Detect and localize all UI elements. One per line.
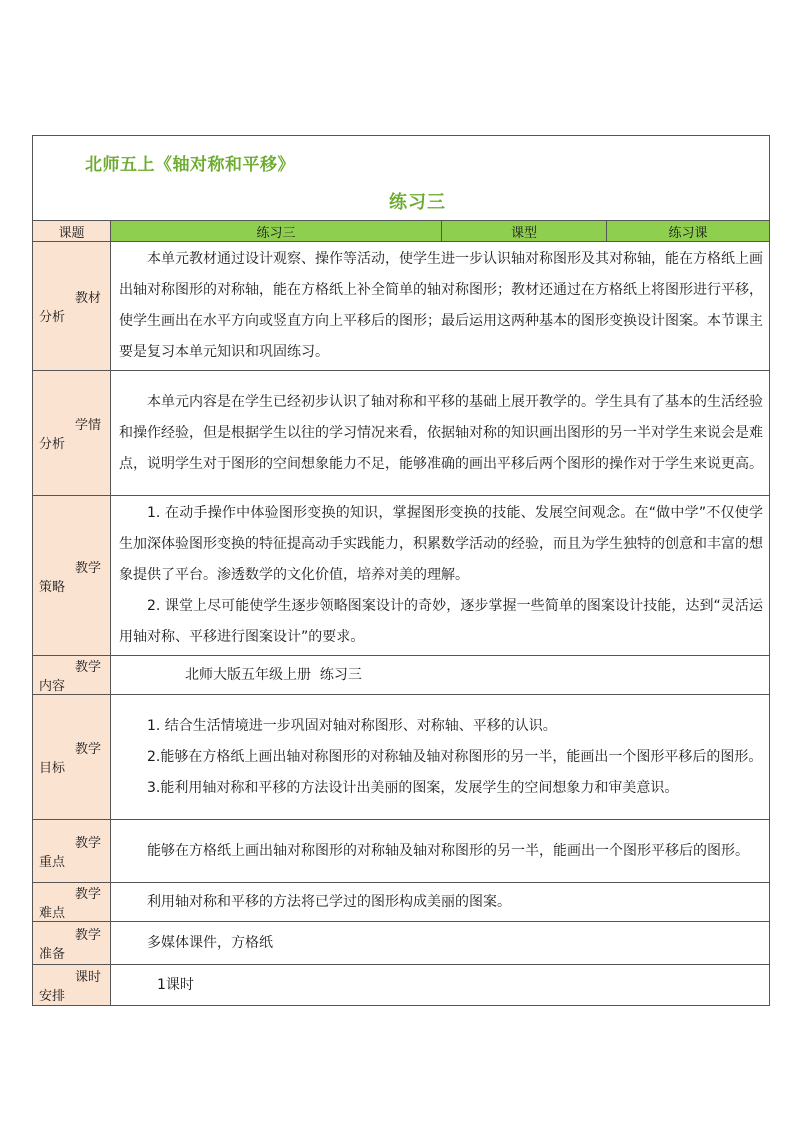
schedule-row: [33, 965, 770, 1006]
lesson-plan-sheet: [32, 135, 769, 1006]
goals-label: 教学 目标: [33, 695, 111, 820]
strategy-row: [33, 496, 770, 656]
students-label: 学情 分析: [33, 371, 111, 496]
students-row: [33, 371, 770, 496]
textbook-row: [33, 242, 770, 371]
lesson-plan-table: [32, 135, 770, 1006]
students-content: 本单元内容是在学生已经初步认识了轴对称和平移的基础上展开教学的。学生具有了基本的生活经验和操作经验，但是根据学生以往的学习情况来看，依据轴对称的知识画出图形的另一半对学生来说会是难点，说明学生对于图形的空间想象能力不足，能够准确的画出平移后两个图形的操作对于学生来说更高。: [111, 371, 770, 496]
difficulty-content: 利用轴对称和平移的方法将已学过的图形构成美丽的图案。: [111, 883, 770, 922]
difficulty-label: 教学 难点: [33, 883, 111, 922]
difficulty-row: [33, 883, 770, 922]
content-row: [33, 656, 770, 695]
prep-row: [33, 922, 770, 965]
keypoints-content: 能够在方格纸上画出轴对称图形的对称轴及轴对称图形的另一半，能画出一个图形平移后的图形。: [111, 820, 770, 883]
topic-value: 练习三: [111, 221, 442, 242]
content-label: 教学 内容: [33, 656, 111, 695]
textbook-label: 教材 分析: [33, 242, 111, 371]
header-row: [33, 136, 770, 221]
keypoints-row: [33, 820, 770, 883]
keypoints-label: 教学 重点: [33, 820, 111, 883]
strategy-label: 教学 策略: [33, 496, 111, 656]
strategy-content: 1. 在动手操作中体验图形变换的知识，掌握图形变换的技能、发展空间观念。在“做中学”不仅使学生加深体验图形变换的特征提高动手实践能力，积累数学活动的经验，而且为学生独特的创意和丰富的想象提供了平台。渗透数学的文化价值，培养对美的理解。 2. 课堂上尽可能使学生逐步领略图案设计的奇妙，逐步掌握一些简单的图案设计技能，达到“灵活运用轴对称、平移进行图案设计”的要求。: [111, 496, 770, 656]
type-label: 课型: [442, 221, 607, 242]
prep-content: 多媒体课件，方格纸: [111, 922, 770, 965]
schedule-label: 课时 安排: [33, 965, 111, 1006]
goals-row: [33, 695, 770, 820]
topic-row: [33, 221, 770, 242]
type-value: 练习课: [607, 221, 770, 242]
document-title: 北师五上《轴对称和平移》: [85, 155, 295, 175]
prep-label: 教学 准备: [33, 922, 111, 965]
textbook-content: 本单元教材通过设计观察、操作等活动，使学生进一步认识轴对称图形及其对称轴，能在方格纸上画出轴对称图形的对称轴，能在方格纸上补全简单的轴对称图形；教材还通过在方格纸上将图形进行平移，使学生画出在水平方向或竖直方向上平移后的图形；最后运用这两种基本的图形变换设计图案。本节课主要是复习本单元知识和巩固练习。: [111, 242, 770, 371]
goals-content: 1. 结合生活情境进一步巩固对轴对称图形、对称轴、平移的认识。 2.能够在方格纸上画出轴对称图形的对称轴及轴对称图形的另一半，能画出一个图形平移后的图形。 3.能利用轴对称和平移的方法设计出美丽的图案，发展学生的空间想象力和审美意识。: [111, 695, 770, 820]
topic-label: 课题: [33, 221, 111, 242]
schedule-content: 1课时: [111, 965, 770, 1006]
content-content: 北师大版五年级上册 练习三: [111, 656, 770, 695]
header-cell: [33, 136, 770, 221]
document-subtitle: 练习三: [389, 192, 446, 213]
